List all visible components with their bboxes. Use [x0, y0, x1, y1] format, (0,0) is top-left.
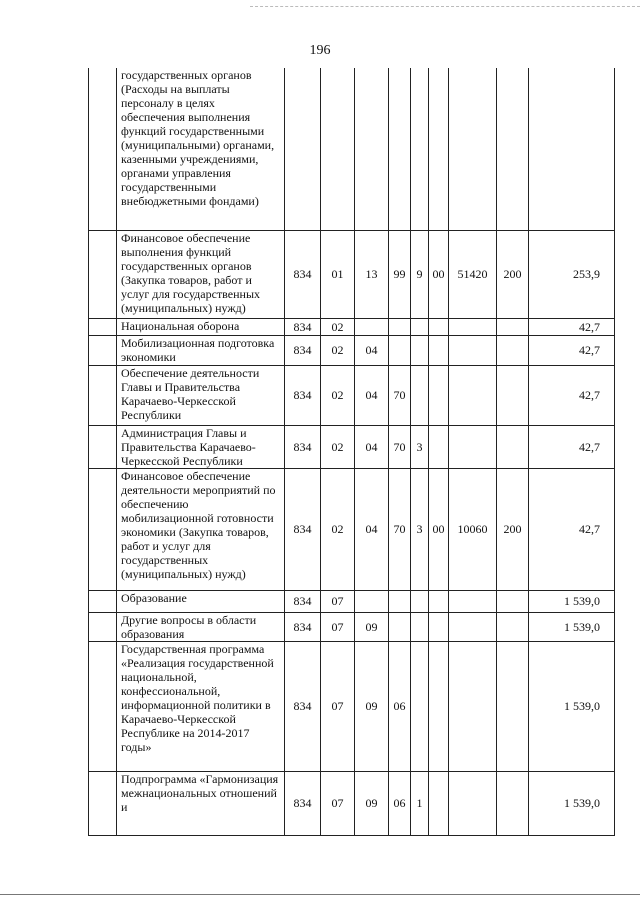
- cell-pr: 04: [355, 425, 389, 468]
- cell-p4: [449, 590, 497, 612]
- row-margin-cell: [89, 335, 117, 365]
- cell-name: Государственная программа «Реализация государственной национальной, конфессиональной, информационной политики в Карачаево-Черкесской Республике на 2014-2017 годы»: [117, 641, 285, 771]
- cell-p3: [429, 335, 449, 365]
- row-margin-cell: [89, 318, 117, 335]
- cell-p2: [411, 612, 429, 641]
- cell-p1: [389, 612, 411, 641]
- cell-p2: 3: [411, 425, 429, 468]
- cell-pr: 09: [355, 612, 389, 641]
- cell-p3: [429, 612, 449, 641]
- cell-p3: [429, 318, 449, 335]
- cell-p1: 06: [389, 641, 411, 771]
- cell-rz: 07: [321, 641, 355, 771]
- cell-p2: [411, 335, 429, 365]
- cell-p4: [449, 612, 497, 641]
- cell-pr: 13: [355, 230, 389, 318]
- cell-grbs: 834: [285, 318, 321, 335]
- cell-vr: 200: [497, 468, 529, 590]
- table-row: [89, 335, 615, 365]
- cell-vr: [497, 68, 529, 230]
- table-row: [89, 641, 615, 771]
- cell-p2: 1: [411, 771, 429, 835]
- cell-p1: [389, 318, 411, 335]
- table-row: [89, 425, 615, 468]
- cell-rz: 07: [321, 771, 355, 835]
- cell-p3: [429, 425, 449, 468]
- cell-p4: [449, 68, 497, 230]
- cell-name: Образование: [117, 590, 285, 612]
- cell-name: Подпрограмма «Гармонизация межнациональных отношений и: [117, 771, 285, 835]
- cell-vr: [497, 612, 529, 641]
- cell-sum: 1 539,0: [529, 641, 615, 771]
- cell-p1: 70: [389, 365, 411, 425]
- cell-vr: [497, 335, 529, 365]
- row-margin-cell: [89, 230, 117, 318]
- cell-rz: 02: [321, 468, 355, 590]
- cell-vr: [497, 641, 529, 771]
- cell-name: Мобилизационная подготовка экономики: [117, 335, 285, 365]
- row-margin-cell: [89, 641, 117, 771]
- cell-p2: [411, 590, 429, 612]
- cell-vr: [497, 771, 529, 835]
- cell-p1: [389, 335, 411, 365]
- cell-sum: 42,7: [529, 425, 615, 468]
- cell-sum: 1 539,0: [529, 612, 615, 641]
- table-row: [89, 771, 615, 835]
- cell-p2: [411, 318, 429, 335]
- cell-sum: [529, 68, 615, 230]
- cell-p4: [449, 771, 497, 835]
- cell-pr: 09: [355, 641, 389, 771]
- cell-sum: 42,7: [529, 335, 615, 365]
- cell-p2: [411, 641, 429, 771]
- cell-name: Финансовое обеспечение деятельности мероприятий по обеспечению мобилизационной готовности экономики (Закупка товаров, работ и услуг для государственных (муниципальных) нужд): [117, 468, 285, 590]
- cell-pr: 04: [355, 365, 389, 425]
- row-margin-cell: [89, 468, 117, 590]
- cell-name: Финансовое обеспечение выполнения функций государственных органов (Закупка товаров, работ и услуг для государственных (муниципальных) нужд): [117, 230, 285, 318]
- row-margin-cell: [89, 771, 117, 835]
- cell-p3: [429, 771, 449, 835]
- cell-grbs: 834: [285, 230, 321, 318]
- scan-artifact-line: [250, 6, 640, 11]
- table-row: [89, 365, 615, 425]
- cell-vr: 200: [497, 230, 529, 318]
- cell-p1: 99: [389, 230, 411, 318]
- cell-vr: [497, 365, 529, 425]
- cell-grbs: 834: [285, 365, 321, 425]
- cell-p2: 9: [411, 230, 429, 318]
- cell-pr: 09: [355, 771, 389, 835]
- cell-p3: 00: [429, 468, 449, 590]
- cell-name: государственных органов (Расходы на выплаты персоналу в целях обеспечения выполнения функций государственными (муниципальными) органами, казенными учреждениями, органами управления государственными внебюджетными фондами): [117, 68, 285, 230]
- cell-p4: [449, 425, 497, 468]
- cell-grbs: 834: [285, 641, 321, 771]
- cell-grbs: [285, 68, 321, 230]
- row-margin-cell: [89, 68, 117, 230]
- cell-sum: 42,7: [529, 365, 615, 425]
- cell-grbs: 834: [285, 590, 321, 612]
- cell-p4: [449, 318, 497, 335]
- table-row: [89, 230, 615, 318]
- page-number: 196: [309, 43, 331, 58]
- cell-p1: 70: [389, 425, 411, 468]
- cell-rz: 02: [321, 425, 355, 468]
- cell-grbs: 834: [285, 468, 321, 590]
- cell-pr: [355, 68, 389, 230]
- cell-rz: 02: [321, 318, 355, 335]
- cell-vr: [497, 425, 529, 468]
- cell-pr: 04: [355, 468, 389, 590]
- cell-p1: [389, 590, 411, 612]
- cell-p2: [411, 68, 429, 230]
- cell-name: Национальная оборона: [117, 318, 285, 335]
- cell-p4: [449, 641, 497, 771]
- table-row: [89, 590, 615, 612]
- cell-p4: 51420: [449, 230, 497, 318]
- cell-grbs: 834: [285, 612, 321, 641]
- cell-vr: [497, 590, 529, 612]
- row-margin-cell: [89, 590, 117, 612]
- row-margin-cell: [89, 612, 117, 641]
- cell-name: Обеспечение деятельности Главы и Правительства Карачаево-Черкесской Республики: [117, 365, 285, 425]
- table-body: [89, 68, 615, 835]
- cell-grbs: 834: [285, 335, 321, 365]
- cell-rz: 02: [321, 335, 355, 365]
- cell-p3: [429, 590, 449, 612]
- cell-p2: [411, 365, 429, 425]
- cell-p4: [449, 365, 497, 425]
- cell-grbs: 834: [285, 771, 321, 835]
- cell-pr: [355, 318, 389, 335]
- cell-rz: 01: [321, 230, 355, 318]
- cell-sum: 1 539,0: [529, 771, 615, 835]
- cell-p4: [449, 335, 497, 365]
- cell-vr: [497, 318, 529, 335]
- table-row: [89, 68, 615, 230]
- cell-p1: 70: [389, 468, 411, 590]
- cell-sum: 42,7: [529, 468, 615, 590]
- scan-bottom-edge: [0, 894, 640, 895]
- cell-p3: [429, 641, 449, 771]
- cell-name: Администрация Главы и Правительства Карачаево-Черкесской Республики: [117, 425, 285, 468]
- cell-p3: [429, 365, 449, 425]
- cell-p1: [389, 68, 411, 230]
- table-row: [89, 468, 615, 590]
- cell-rz: 07: [321, 590, 355, 612]
- cell-p3: 00: [429, 230, 449, 318]
- table-row: [89, 318, 615, 335]
- cell-pr: 04: [355, 335, 389, 365]
- cell-rz: 02: [321, 365, 355, 425]
- cell-p1: 06: [389, 771, 411, 835]
- cell-sum: 1 539,0: [529, 590, 615, 612]
- cell-grbs: 834: [285, 425, 321, 468]
- table-row: [89, 612, 615, 641]
- cell-pr: [355, 590, 389, 612]
- row-margin-cell: [89, 425, 117, 468]
- cell-rz: [321, 68, 355, 230]
- cell-p4: 10060: [449, 468, 497, 590]
- cell-p3: [429, 68, 449, 230]
- cell-rz: 07: [321, 612, 355, 641]
- budget-table: [88, 68, 615, 836]
- cell-sum: 42,7: [529, 318, 615, 335]
- cell-p2: 3: [411, 468, 429, 590]
- row-margin-cell: [89, 365, 117, 425]
- cell-sum: 253,9: [529, 230, 615, 318]
- cell-name: Другие вопросы в области образования: [117, 612, 285, 641]
